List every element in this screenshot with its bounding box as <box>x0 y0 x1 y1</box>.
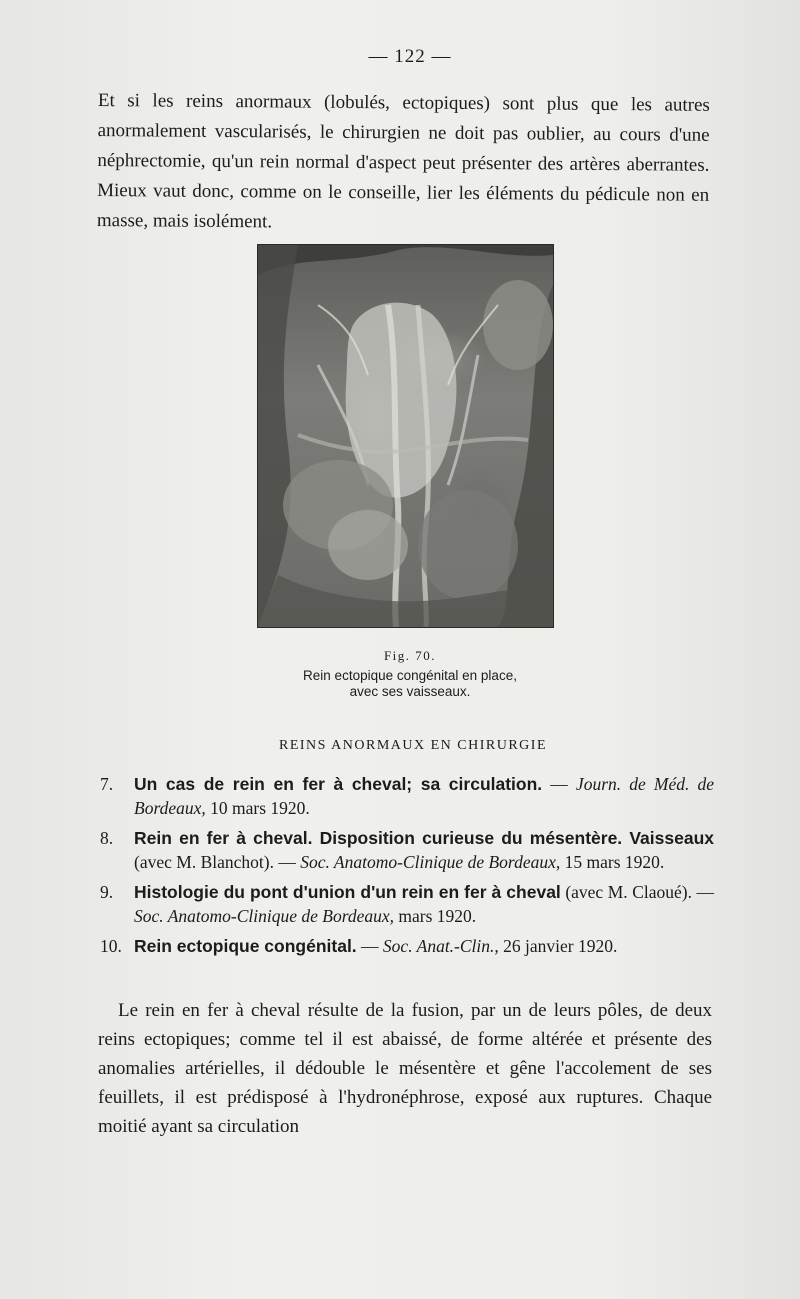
kidney-dissection-image <box>258 245 553 627</box>
reference-date: mars 1920. <box>394 906 477 926</box>
reference-note: (avec M. Blanchot). — <box>134 852 301 872</box>
reference-source: Soc. Anatomo-Clinique de Bordeaux, <box>300 852 561 872</box>
reference-note: — <box>356 936 383 956</box>
reference-item <box>100 826 714 874</box>
reference-title: Un cas de rein en fer à cheval; sa circulation. <box>134 774 543 794</box>
reference-item <box>100 934 714 958</box>
figure-caption-line-2: avec ses vaisseaux. <box>349 684 471 699</box>
reference-source: Soc. Anat.-Clin., <box>382 936 499 956</box>
reference-separator: — <box>542 774 576 794</box>
reference-date: 10 mars 1920. <box>205 798 310 818</box>
reference-number: 9. <box>100 882 114 902</box>
figure-caption-line-1: Rein ectopique congénital en place, <box>303 668 517 683</box>
page-number: — 122 — <box>368 46 452 67</box>
reference-number: 8. <box>100 828 114 848</box>
reference-source: Journ. de Méd. de Bordeaux, <box>134 774 714 818</box>
reference-title: Rein en fer à cheval. Disposition curieuse du mésentère. Vaisseaux <box>134 828 714 848</box>
reference-source: Soc. Anatomo-Clinique de Bordeaux, <box>134 906 395 926</box>
reference-title: Rein ectopique congénital. <box>134 936 357 956</box>
reference-title: Histologie du pont d'union d'un rein en fer à cheval <box>134 882 561 902</box>
reference-item <box>100 880 714 928</box>
reference-date: 15 mars 1920. <box>560 852 665 872</box>
section-title: REINS ANORMAUX EN CHIRURGIE <box>278 738 547 753</box>
reference-date: 26 janvier 1920. <box>498 936 618 956</box>
reference-number: 10. <box>100 936 122 956</box>
closing-paragraph: Le rein en fer à cheval résulte de la fusion, par un de leurs pôles, de deux reins ectopiques; comme tel il est abaissé, de forme altérée et présente des anomalies artérielles, il dédouble le mésentère et gêne l'accolement de ses feuillets, il est prédisposé à l'hydronéphrose, exposé aux ruptures. Chaque moitié ayant sa circulation <box>98 1000 712 1137</box>
reference-number: 7. <box>100 774 114 794</box>
anatomical-photograph <box>257 244 554 628</box>
figure-caption <box>0 668 800 700</box>
figure-label: Fig. 70. <box>383 648 437 663</box>
reference-list <box>100 772 714 964</box>
opening-paragraph: Et si les reins anormaux (lobulés, ectopiques) sont plus que les autres anormalement vascularisés, le chirurgien ne doit pas oublier, au cours d'une néphrectomie, qu'un rein normal d'aspect peut présenter des artères aberrantes. Mieux vaut donc, comme on le conseille, lier les éléments du pédicule non en masse, mais isolément. <box>96 89 710 233</box>
reference-note: (avec M. Claoué). — <box>560 882 714 902</box>
reference-item <box>100 772 714 820</box>
